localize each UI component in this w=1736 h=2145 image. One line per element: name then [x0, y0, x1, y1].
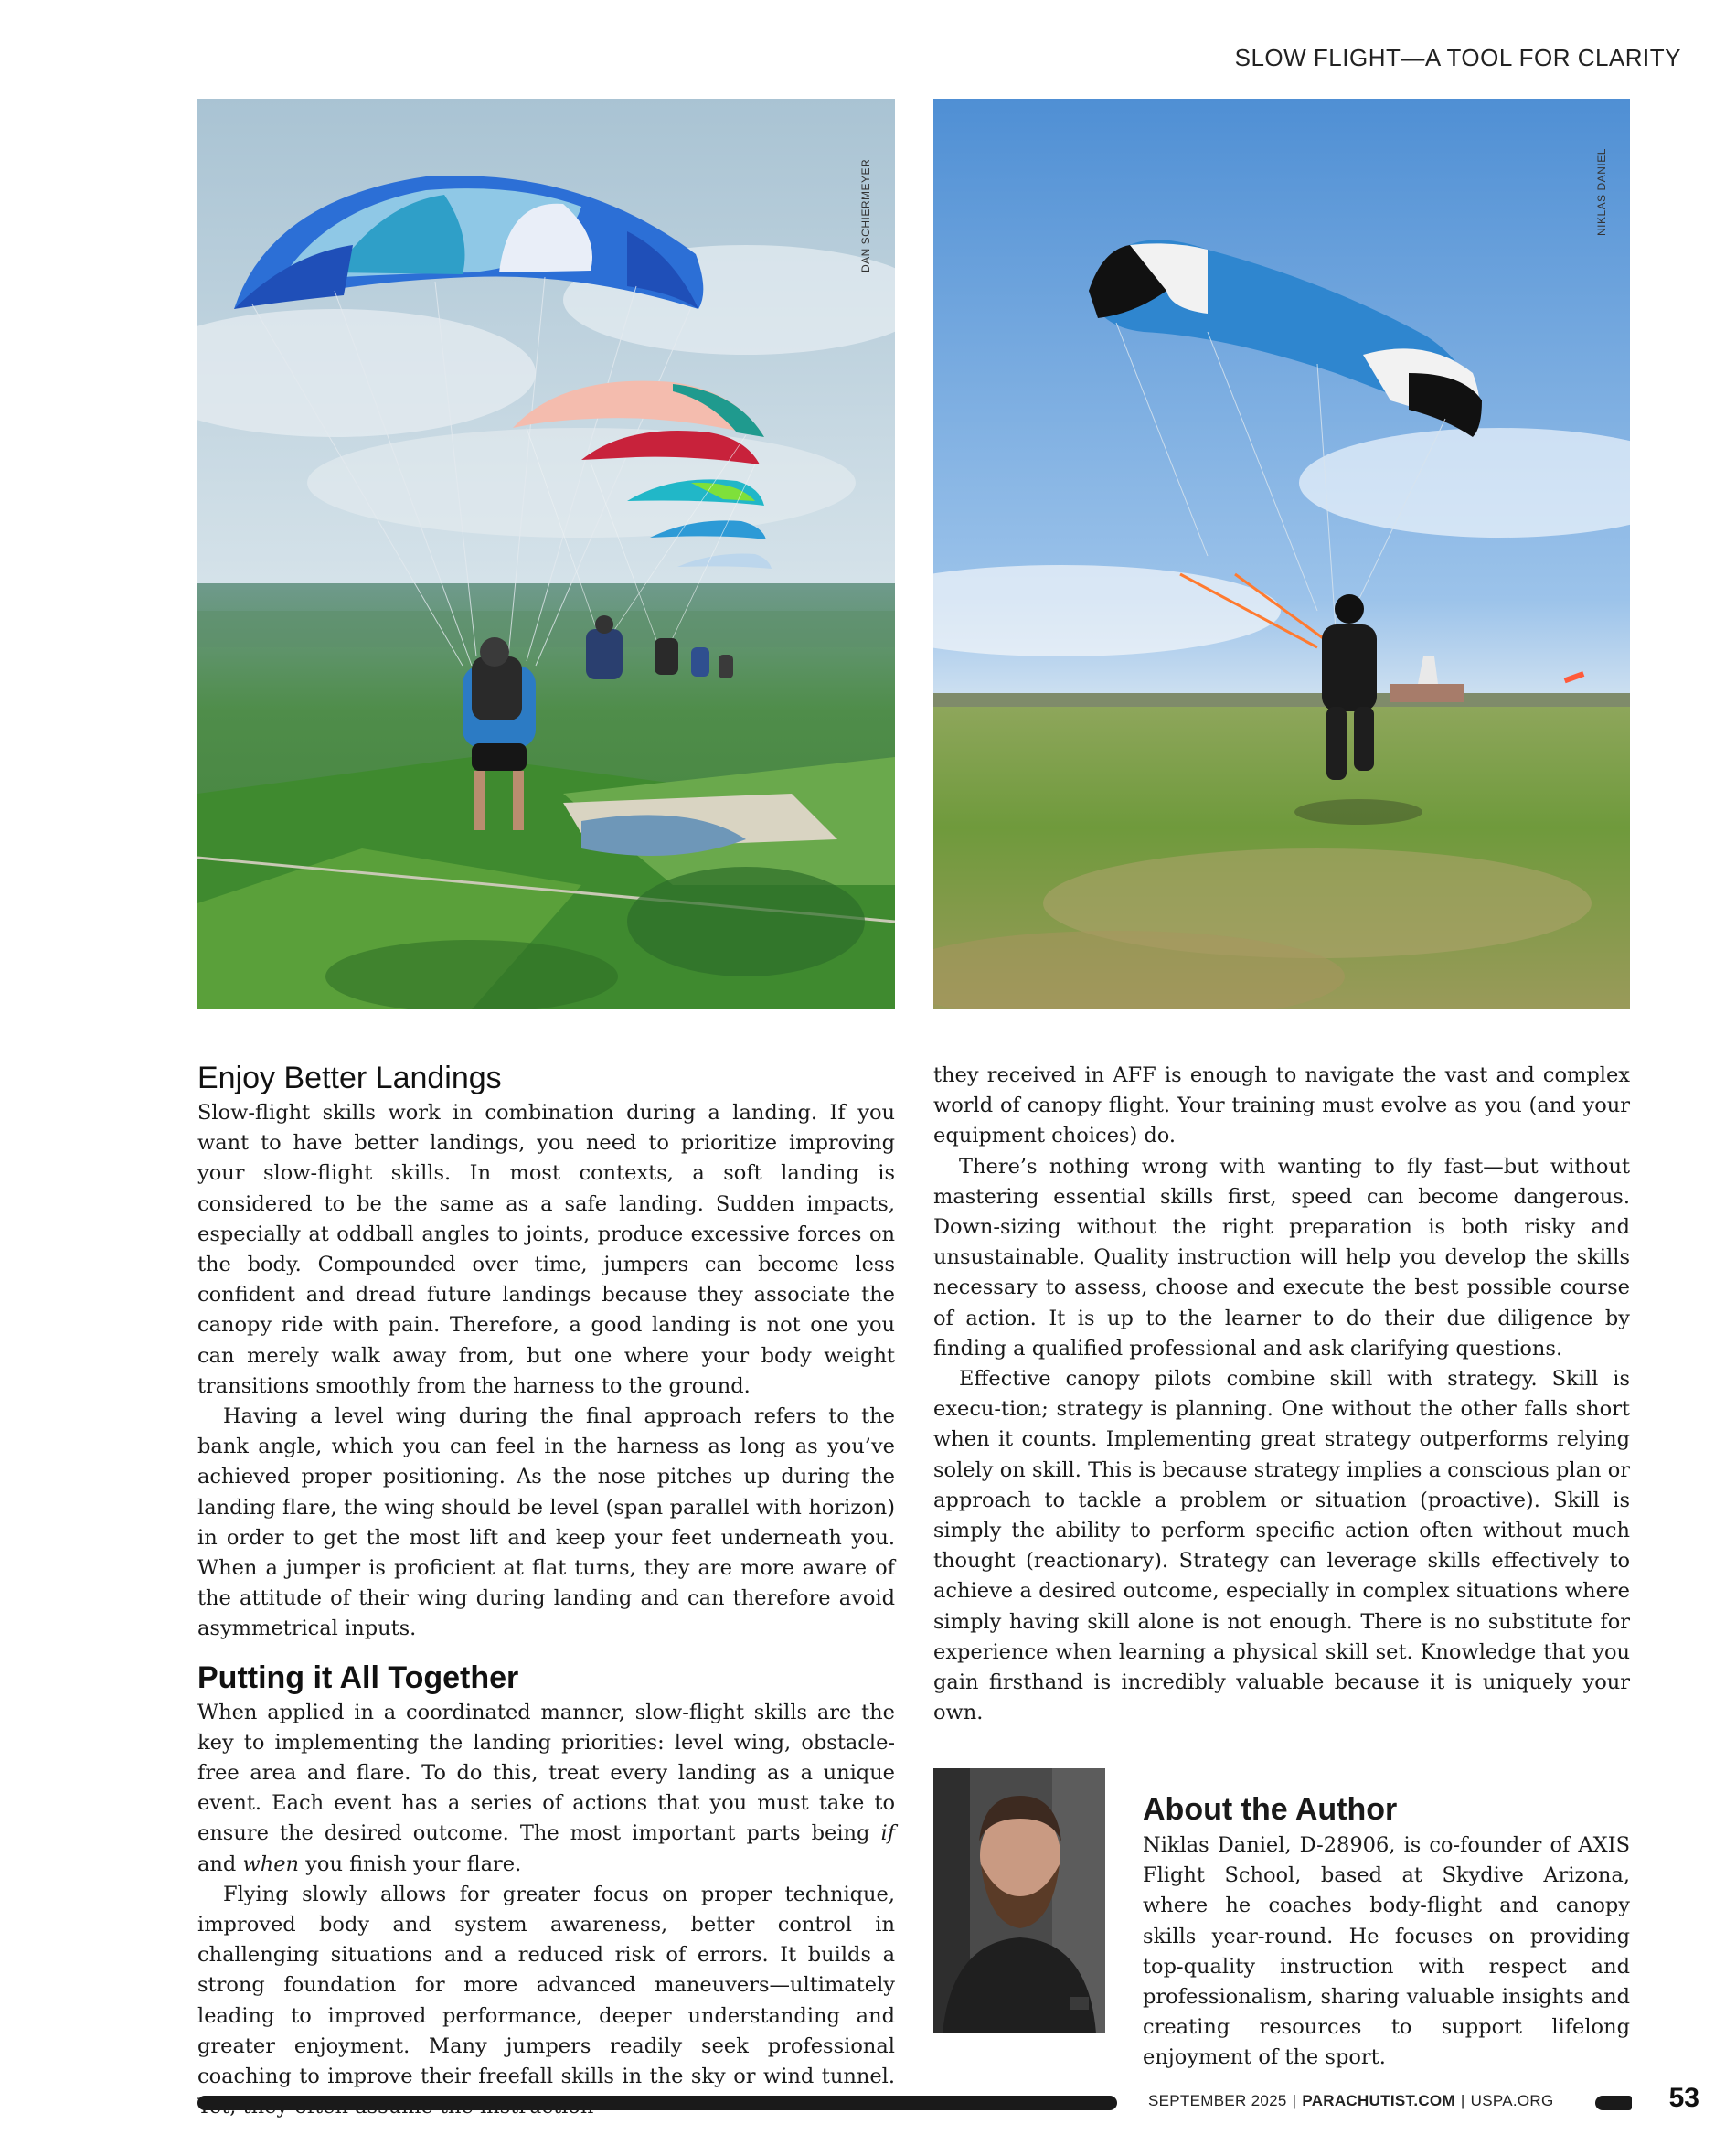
paragraph — [197, 1698, 895, 1880]
emphasis-if: if — [880, 1821, 895, 1846]
author-bio: Niklas Daniel, D-28906, is co-founder of AXIS Flight School, based at Skydive Arizona, where he coaches body-flight and canopy skills year-round. He focuses on providing top-quality instruction with respect and professionalism, sharing valuable insights and creating resources to support lifelong enjoyment of the sport. — [1143, 1833, 1630, 2070]
photo-credit-left: DAN SCHIERMEYER — [859, 158, 872, 272]
photo-solo-landing — [933, 99, 1630, 1009]
footer-separator: | — [1292, 2092, 1297, 2109]
author-portrait — [933, 1768, 1105, 2033]
footer-site-link[interactable]: PARACHUTIST.COM — [1302, 2092, 1455, 2109]
author-box — [1143, 1790, 1630, 2074]
footer-text — [1148, 2092, 1554, 2110]
text-run: When applied in a coordinated manner, slow-flight skills are the key to implementing the landing priorities: level wing, obstacle-free area and flare. To do this, treat every landing as a unique event. Each event has a series of actions that you must take to ensure the desired outcome. The most important parts being — [197, 1700, 895, 1846]
page-number: 53 — [1668, 2083, 1699, 2113]
footer-rule — [197, 2096, 1117, 2110]
left-column — [197, 1058, 895, 2123]
right-column — [933, 1061, 1630, 1728]
emphasis-when: when — [242, 1852, 300, 1876]
paragraph: There’s nothing wrong with wanting to fly fast—but without mastering essential skills first, speed can become dangerous. Down-sizing without the right preparation is both risky and unsustainable. Quality instruction will help you develop the skills necessary to assess, choose and execute the best possible course of action. It is up to the learner to do their due diligence by finding a qualified professional and ask clarifying questions. — [933, 1154, 1630, 1361]
photo-credit-right: NIKLAS DANIEL — [1595, 148, 1608, 236]
running-header: SLOW FLIGHT—A TOOL FOR CLARITY — [1234, 44, 1681, 71]
paragraph: Effective canopy pilots combine skill with strategy. Skill is execu-tion; strategy is planning. One without the other falls short when it counts. Implementing great strategy outperforms relying solely on skill. This is because strategy implies a conscious plan or approach to tackle a problem or situation (proactive). Skill is simply the ability to perform specific action often without much thought (reactionary). Strategy can leverage skills effectively to achieve a desired outcome, especially in complex situations where simply having skill alone is not enough. There is no substitute for experience when learning a physical skill set. Knowledge that you gain firsthand is incredibly valuable because it is uniquely your own. — [933, 1367, 1630, 1725]
paragraph: they received in AFF is enough to navigate the vast and complex world of canopy flight. Your training must evolve as you (and your equipment choices) do. — [933, 1063, 1630, 1148]
heading-putting-it-all-together: Putting it All Together — [197, 1659, 519, 1695]
paragraph: Flying slowly allows for greater focus on proper technique, improved body and system awareness, better control in challenging situations and a reduced risk of errors. It builds a strong foundation for more advanced maneuvers—ultimately leading to improved performance, deeper understanding and greater enjoyment. Many jumpers readily seek professional coaching to improve their freefall skills in the sky or wind tunnel. — [197, 1882, 895, 2089]
footer-tab — [1595, 2096, 1632, 2110]
footer-org-link[interactable]: USPA.ORG — [1470, 2092, 1554, 2109]
heading-about-the-author: About the Author — [1143, 1792, 1398, 1827]
footer-separator: | — [1460, 2092, 1465, 2109]
paragraph: Having a level wing during the final approach refers to the bank angle, which you can feel in the harness as long as you’ve achieved proper positioning. As the nose pitches up during the landing flare, the wing should be level (span parallel with horizon) in order to get the most lift and keep your feet underneath you. When a jumper is proficient at flat turns, they are more aware of the attitude of their wing during landing and can therefore avoid asymmetrical inputs. — [197, 1404, 895, 1641]
paragraph: Slow-flight skills work in combination during a landing. If you want to have better landings, you need to prioritize improving your slow-flight skills. In most contexts, a soft landing is considered to be the same as a safe landing. Sudden impacts, especially at oddball angles to joints, produce excessive forces on the body. Compounded over time, jumpers can become less confident and dread future landings because they associate the canopy ride with pain. Therefore, a good landing is not one you can merely walk away from, but one where your body weight transitions smoothly from the harness to the ground. — [197, 1101, 895, 1398]
photo-group-canopies — [197, 99, 895, 1009]
footer-issue: SEPTEMBER 2025 — [1148, 2092, 1287, 2109]
text-run: and — [197, 1852, 243, 1876]
heading-enjoy-better-landings: Enjoy Better Landings — [197, 1061, 502, 1095]
text-run: you finish your flare. — [299, 1852, 522, 1876]
